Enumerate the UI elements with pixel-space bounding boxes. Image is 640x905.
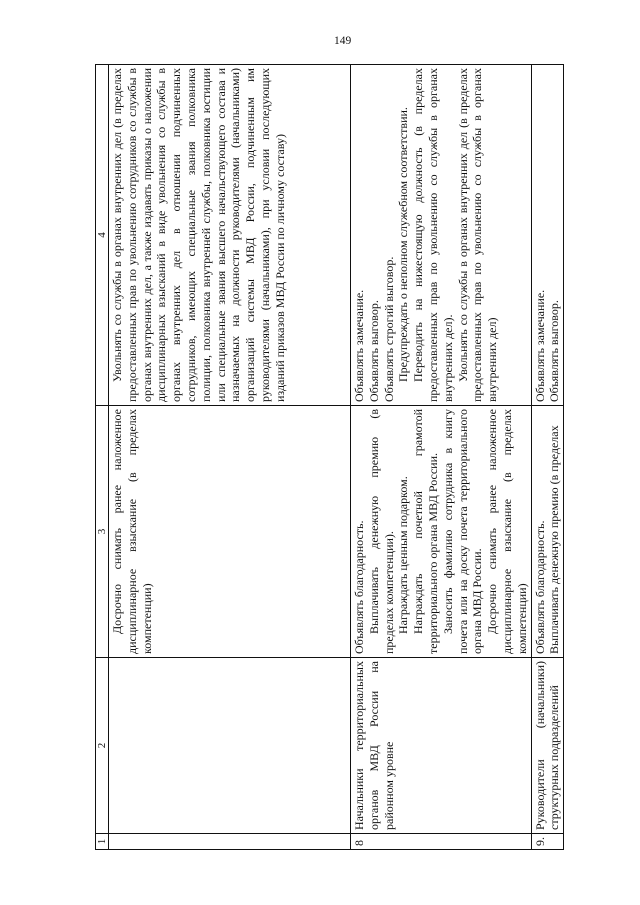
header-cell: 3: [96, 406, 109, 658]
header-cell: 1: [96, 834, 109, 850]
header-cell: 2: [96, 658, 109, 834]
official-cell: Руководители (начальники) структурных подразделений: [531, 658, 564, 834]
header-row: [96, 65, 109, 850]
page-number: 149: [334, 35, 352, 47]
penalty-cell: [109, 65, 351, 406]
official-cell: [109, 658, 351, 834]
row-number: 9.: [531, 834, 564, 850]
table-row: [109, 65, 351, 850]
encouragement-cell: [531, 406, 564, 658]
row-number: [109, 834, 351, 850]
cell-paragraph: Досрочно снимать ранее наложенное дисциплинарное взыскание (в пределах компетенции): [485, 409, 529, 654]
cell-paragraph: Объявлять строгий выговор.: [381, 256, 396, 402]
cell-paragraph: Награждать почетной грамотой территориального органа МВД России.: [411, 409, 440, 654]
disciplinary-powers-table: [95, 64, 564, 850]
cell-paragraph: Объявлять выговор.: [547, 300, 562, 402]
cell-paragraph: Увольнять со службы в органах внутренних дел (в пределах предоставленных прав по увольнению сотрудников со службы в органах внутренних дел, а также издавать приказы о наложении дисциплинарных взысканий в виде увольнения со службы в органах внутренних дел в отношении подчиненных сотрудников, имеющих специальные звания полковника полиции, полковника внутренней службы, полковника юстиции или специальные звания высшего начальствующего состава и назначаемых на должности руководителями (начальниками) организаций системы МВД России, подчиненным им руководителями (начальниками), при условии последующих изданий приказов МВД России по личному составу): [110, 68, 287, 402]
cell-paragraph: Объявлять благодарность.: [352, 520, 366, 654]
cell-paragraph: Заносить фамилию сотрудника в книгу почета или на доску почета территориального органа МВД России.: [440, 409, 485, 654]
encouragement-cell: [351, 406, 532, 658]
cell-paragraph: Объявлять замечание.: [352, 289, 366, 402]
cell-paragraph: Увольнять со службы в органах внутренних дел (в пределах предоставленных прав по увольнению со службы в органах внутренних дел): [455, 68, 500, 402]
cell-paragraph: Выплачивать денежную премию (в пределах: [547, 425, 562, 654]
row-number: 8: [351, 834, 532, 850]
cell-paragraph: Объявлять замечание.: [532, 289, 547, 402]
cell-paragraph: Выплачивать денежную премию (в пределах компетенции).: [366, 409, 396, 654]
penalty-cell: [351, 65, 532, 406]
cell-paragraph: Объявлять выговор.: [366, 300, 381, 402]
penalty-cell: [531, 65, 564, 406]
rotated-table-block: [95, 65, 560, 850]
header-cell: 4: [96, 65, 109, 406]
cell-paragraph: Предупреждать о неполном служебном соответствии.: [396, 107, 411, 382]
cell-paragraph: Досрочно снимать ранее наложенное дисциплинарное взыскание (в пределах компетенции): [110, 409, 154, 654]
table-row: [531, 65, 564, 850]
official-cell: Начальники территориальных органов МВД России на районном уровне: [351, 658, 532, 834]
table-row: [351, 65, 532, 850]
cell-paragraph: Объявлять благодарность.: [532, 520, 547, 654]
cell-paragraph: Награждать ценным подарком.: [396, 476, 411, 634]
cell-paragraph: Переводить на нижестоящую должность (в пределах предоставленных прав по увольнению со службы в органах внутренних дел).: [411, 68, 455, 402]
encouragement-cell: [109, 406, 351, 658]
